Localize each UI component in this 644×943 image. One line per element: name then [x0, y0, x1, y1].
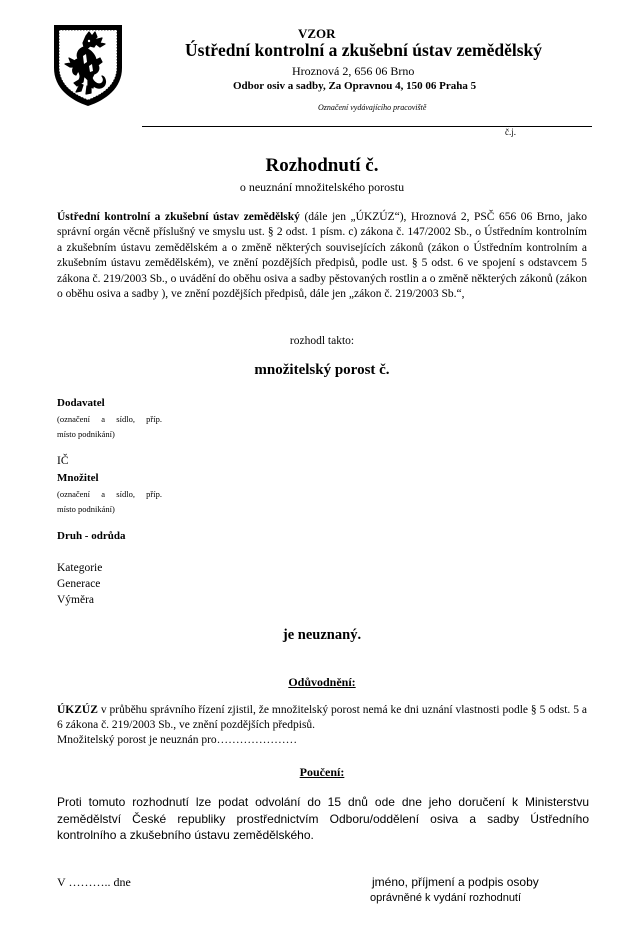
supplier-note-line-2: místo podnikání)	[57, 429, 115, 439]
intro-lead: Ústřední kontrolní a zkušební ústav zemědělský	[57, 211, 300, 223]
coat-of-arms-emblem	[50, 22, 126, 108]
reference-number-label: č.j.	[505, 127, 516, 137]
verdict-heading: je neuznaný.	[282, 627, 362, 643]
institution-name: Ústřední kontrolní a zkušební ústav zemědělský	[185, 40, 543, 60]
reasoning-lead: ÚKZÚZ	[57, 704, 98, 716]
instruction-heading: Poučení:	[299, 765, 345, 779]
supplier-label: Dodavatel	[57, 397, 105, 409]
generation-label: Generace	[57, 578, 101, 590]
reasoning-paragraph	[57, 703, 587, 734]
reasoning-text: v průběhu správního řízení zjistil, že množitelský porost nemá ke dni uznání vlastnosti podle § 5 odst. 5 a 6 zákona č. 219/2003 Sb., ve znění pozdějších předpisů.	[57, 704, 587, 732]
grower-note-line-2: místo podnikání)	[57, 504, 115, 514]
intro-text: (dále jen „ÚKZÚZ“), Hroznová 2, PSČ 656 06 Brno, jako správní orgán věcně příslušný ve smyslu ust. § 2 odst. 1 písm. c) zákona č. 147/2002 Sb., o Ústředním kontrolním a zkušebním ústavu zemědělském a o změně některých souvisejících zákonů (zákon o Ústředním kontrolním a zkušebním ústavu zemědělském), ve znění pozdějších předpisů, podle ust. § 5 odst. 6 ve spojení s odstavcem 5 zákona č. 219/2003 Sb., o uvádění do oběhu osiva a sadby pěstovaných rostlin a o změně některých zákonů (zákon o oběhu osiva a sadby ), ve znění pozdějších předpisů, dále jen „zákon č. 219/2003 Sb.“,	[57, 211, 588, 301]
category-label: Kategorie	[57, 562, 103, 574]
grower-label: Množitel	[57, 472, 99, 484]
document-title: Rozhodnutí č.	[265, 155, 379, 176]
signature-line-2: oprávněné k vydání rozhodnutí	[370, 892, 522, 904]
supplier-note-line-1: (označení a sídlo, příp.	[57, 414, 162, 424]
intro-paragraph	[57, 210, 587, 302]
reasoning-reason-line: Množitelský porost je neuznán pro…………………	[57, 734, 298, 746]
place-date-line: V ……….. dne	[57, 875, 131, 889]
ic-label: IČ	[57, 455, 69, 467]
reasoning-heading: Odůvodnění:	[288, 675, 356, 689]
porost-heading: množitelský porost č.	[254, 362, 390, 378]
variety-label: Druh - odrůda	[57, 530, 126, 542]
instruction-paragraph: Proti tomuto rozhodnutí lze podat odvolání do 15 dnů ode dne jeho doručení k Ministerstvu zemědělství České republiky prostřednictvím Odboru/oddělení osiva a sadby Ústředního kontrolního a zkušebního ústavu zemědělského.	[57, 795, 589, 842]
document-subtitle: o neuznání množitelského porostu	[239, 180, 405, 194]
area-label: Výměra	[57, 594, 95, 606]
header-divider	[142, 126, 592, 127]
grower-note-line-1: (označení a sídlo, příp.	[57, 489, 162, 499]
institution-address: Hroznová 2, 656 06 Brno	[292, 64, 415, 78]
decided-line: rozhodl takto:	[289, 335, 355, 347]
signature-line-1: jméno, příjmení a podpis osoby	[372, 875, 539, 889]
institution-department: Odbor osiv a sadby, Za Opravnou 4, 150 06 Praha 5	[233, 80, 477, 92]
issuing-office-note: Označení vydávajícího pracoviště	[318, 103, 427, 112]
template-stamp: VZOR	[298, 26, 336, 41]
